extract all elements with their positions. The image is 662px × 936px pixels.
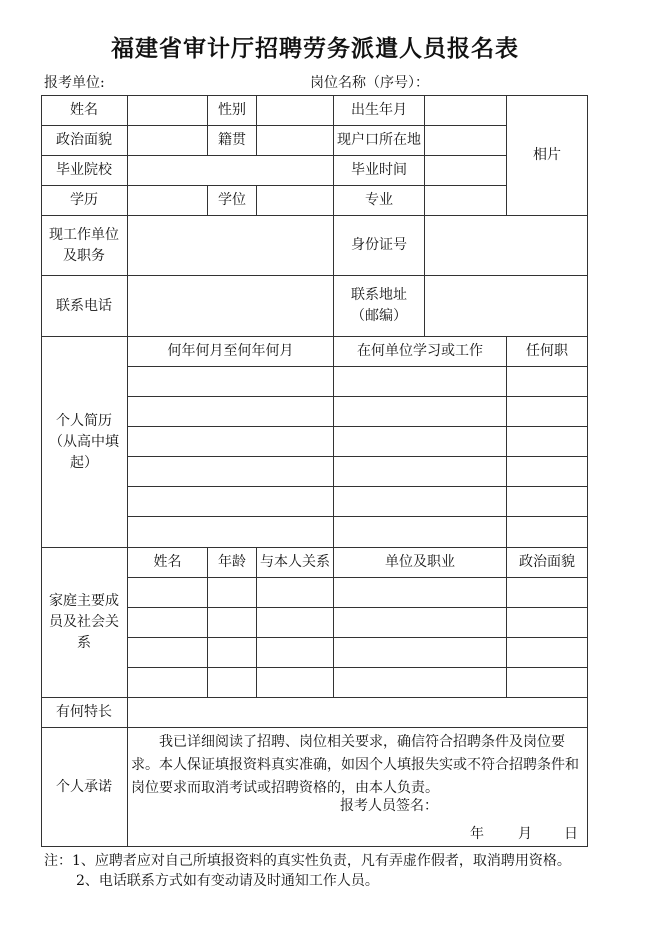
birth-date-label: 出生年月 [334,95,425,126]
family-row-age-cell[interactable] [208,608,257,638]
date-year-label: 年 [470,826,484,842]
family-row-name-cell[interactable] [128,668,208,698]
date-month-label: 月 [518,826,532,842]
resume-header-position: 任何职 [507,337,588,367]
degree-field[interactable] [257,186,334,216]
family-row-unit-cell[interactable] [334,608,507,638]
family-label: 家庭主要成员及社会关系 [41,548,128,698]
resume-row-position-cell[interactable] [507,397,588,427]
political-status-label: 政治面貌 [41,126,128,156]
resume-header-period: 何年何月至何年何月 [128,337,334,367]
id-number-field[interactable] [425,216,588,276]
family-row-age-cell[interactable] [208,578,257,608]
phone-label: 联系电话 [41,276,128,337]
note-1: 注：1、应聘者应对自己所填报资料的真实性负责，凡有弄虚作假者，取消聘用资格。 [44,853,571,869]
resume-row-period-cell[interactable] [128,517,334,548]
family-header-age: 年龄 [208,548,257,578]
family-row-age-cell[interactable] [208,668,257,698]
education-field[interactable] [128,186,208,216]
household-registration-field[interactable] [425,126,507,156]
family-header-politics: 政治面貌 [507,548,588,578]
birth-date-field[interactable] [425,95,507,126]
native-place-field[interactable] [257,126,334,156]
resume-row-period-cell[interactable] [128,457,334,487]
family-row-name-cell[interactable] [128,638,208,668]
education-label: 学历 [41,186,128,216]
resume-row-period-cell[interactable] [128,367,334,397]
work-unit-field[interactable] [128,216,334,276]
address-label: 联系地址（邮编） [334,276,425,337]
resume-row-unit-cell[interactable] [334,517,507,548]
name-label: 姓名 [41,95,128,126]
household-registration-label: 现户口所在地 [334,126,425,156]
family-row-politics-cell[interactable] [507,608,588,638]
specialty-label: 有何特长 [41,698,128,728]
family-row-relation-cell[interactable] [257,608,334,638]
family-row-relation-cell[interactable] [257,578,334,608]
family-row-unit-cell[interactable] [334,638,507,668]
family-header-relation: 与本人关系 [257,548,334,578]
family-row-politics-cell[interactable] [507,668,588,698]
resume-row-unit-cell[interactable] [334,397,507,427]
date-day-label: 日 [564,826,578,842]
resume-row-position-cell[interactable] [507,367,588,397]
position-name-label: 岗位名称（序号）： [310,75,429,91]
phone-field[interactable] [128,276,334,337]
family-row-politics-cell[interactable] [507,578,588,608]
resume-label: 个人简历（从高中填起） [41,337,128,548]
pledge-text: 我已详细阅读了招聘、岗位相关要求，确信符合招聘条件及岗位要求。本人保证填报资料真实准确，如因个人填报失实或不符合招聘条件和岗位要求而取消考试或招聘资格的，由本人负责。 [131,734,579,796]
resume-row-unit-cell[interactable] [334,457,507,487]
resume-header-unit: 在何单位学习或工作 [334,337,507,367]
family-row-name-cell[interactable] [128,578,208,608]
family-row-relation-cell[interactable] [257,668,334,698]
resume-row-position-cell[interactable] [507,517,588,548]
family-row-politics-cell[interactable] [507,638,588,668]
specialty-field[interactable] [128,698,588,728]
resume-row-unit-cell[interactable] [334,367,507,397]
resume-row-unit-cell[interactable] [334,487,507,517]
family-row-relation-cell[interactable] [257,638,334,668]
gender-field[interactable] [257,95,334,126]
form-title: 福建省审计厅招聘劳务派遣人员报名表 [111,36,519,62]
native-place-label: 籍贯 [208,126,257,156]
political-status-field[interactable] [128,126,208,156]
note-2: 2、电话联系方式如有变动请及时通知工作人员。 [76,873,379,889]
gender-label: 性别 [208,95,257,126]
school-field[interactable] [128,156,334,186]
degree-label: 学位 [208,186,257,216]
family-header-name: 姓名 [128,548,208,578]
resume-row-position-cell[interactable] [507,427,588,457]
family-row-unit-cell[interactable] [334,668,507,698]
work-unit-label: 现工作单位及职务 [41,216,128,276]
family-row-unit-cell[interactable] [334,578,507,608]
family-header-unit: 单位及职业 [334,548,507,578]
resume-row-position-cell[interactable] [507,457,588,487]
applied-unit-label: 报考单位: [44,75,105,91]
pledge-label: 个人承诺 [41,728,128,847]
resume-row-period-cell[interactable] [128,487,334,517]
name-field[interactable] [128,95,208,126]
school-label: 毕业院校 [41,156,128,186]
family-row-name-cell[interactable] [128,608,208,638]
family-row-age-cell[interactable] [208,638,257,668]
major-field[interactable] [425,186,507,216]
graduation-time-label: 毕业时间 [334,156,425,186]
resume-row-position-cell[interactable] [507,487,588,517]
photo-box[interactable]: 相片 [507,95,588,216]
resume-row-period-cell[interactable] [128,397,334,427]
resume-row-period-cell[interactable] [128,427,334,457]
id-number-label: 身份证号 [334,216,425,276]
address-field[interactable] [425,276,588,337]
signature-label: 报考人员签名： [340,798,438,814]
graduation-time-field[interactable] [425,156,507,186]
major-label: 专业 [334,186,425,216]
resume-row-unit-cell[interactable] [334,427,507,457]
